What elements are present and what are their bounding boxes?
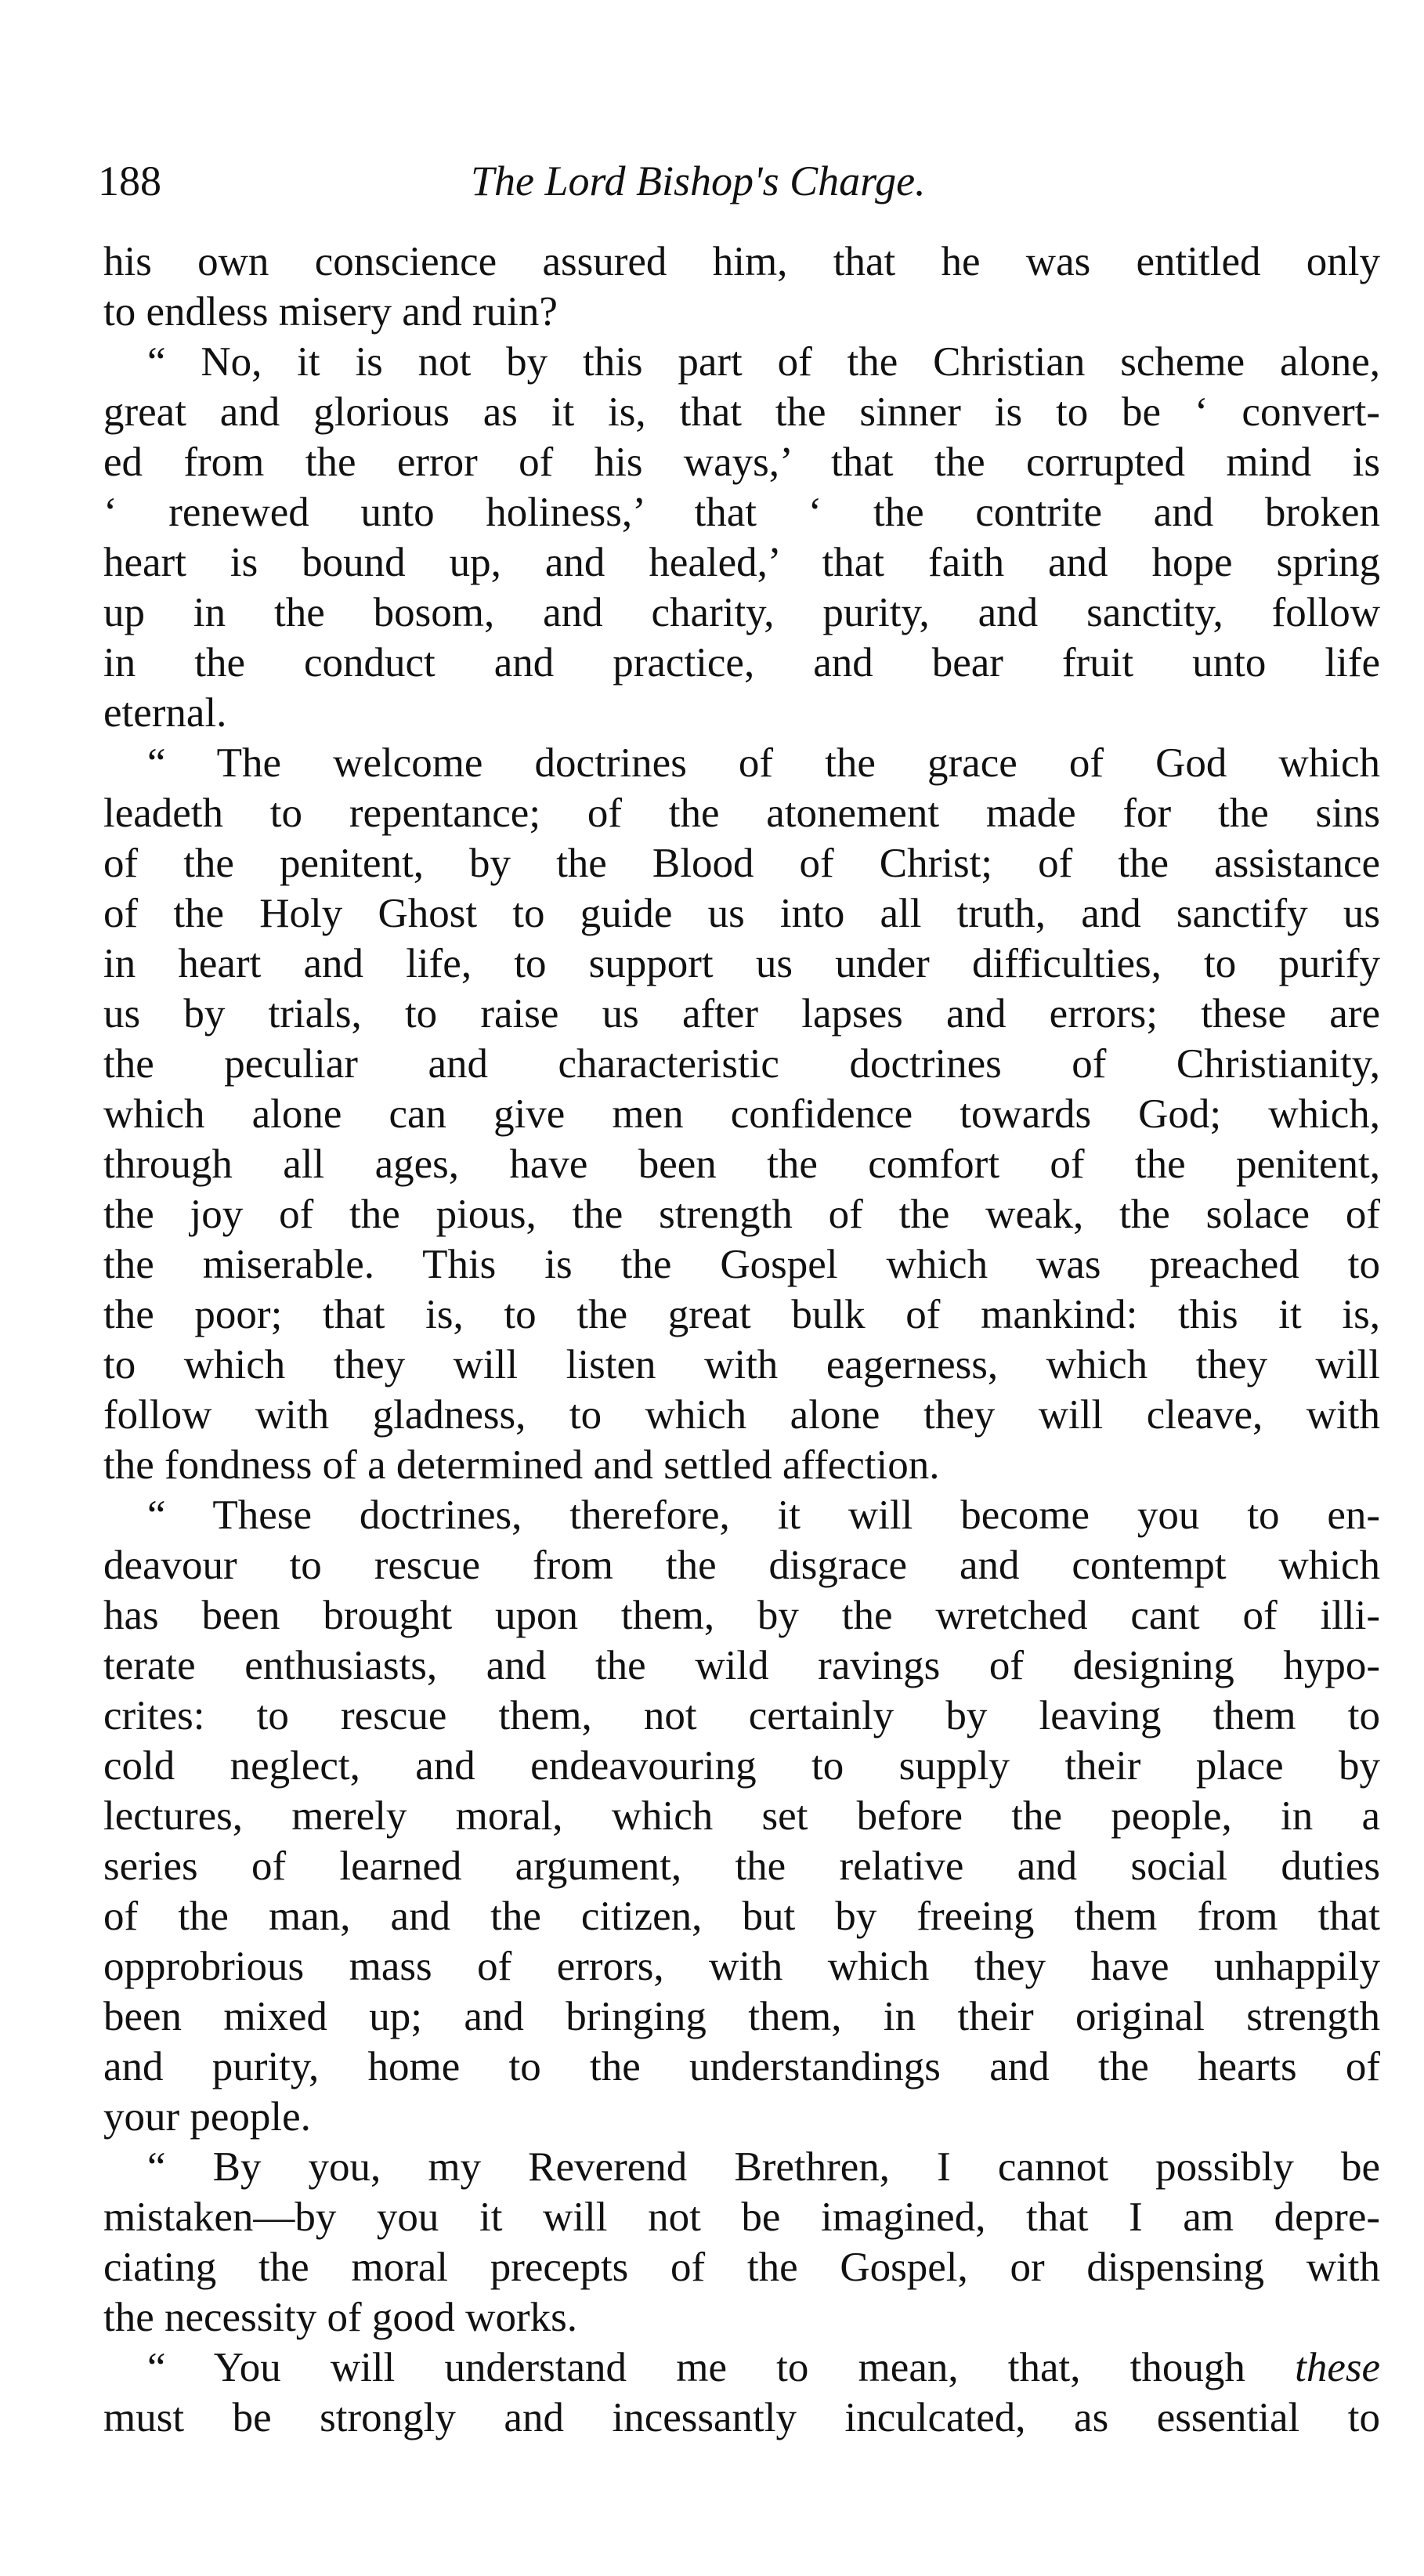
text-line: leadeth to repentance; of the atonement made for the sins	[103, 791, 1380, 836]
text-line: to endless misery and ruin?	[103, 289, 558, 335]
text-line: series of learned argument, the relative and social duties	[103, 1843, 1380, 1889]
text-line: his own conscience assured him, that he was entitled only	[103, 239, 1380, 284]
text-line: crites: to rescue them, not certainly by leaving them to	[103, 1693, 1380, 1738]
text-line: up in the bosom, and charity, purity, and sanctity, follow	[103, 590, 1380, 635]
text-line: of the man, and the citizen, but by freeing them from that	[103, 1894, 1380, 1939]
text-line: been mixed up; and bringing them, in their original strength	[103, 1994, 1380, 2039]
text-line: must be strongly and incessantly inculcated, as essential to	[103, 2395, 1380, 2440]
page-header-title: The Lord Bishop's Charge.	[471, 157, 926, 204]
text-line: “ These doctrines, therefore, it will become you to en-	[147, 1492, 1380, 1538]
text-line-part: “ You will understand me to mean, that, though	[147, 2345, 1245, 2390]
text-line: opprobrious mass of errors, with which they have unhappily	[103, 1944, 1380, 1989]
page-number: 188	[98, 157, 161, 204]
text-line: in heart and life, to support us under difficulties, to purify	[103, 941, 1380, 986]
text-line: terate enthusiasts, and the wild ravings of designing hypo-	[103, 1643, 1380, 1688]
text-line: the poor; that is, to the great bulk of mankind: this it is,	[103, 1292, 1380, 1337]
text-line: the fondness of a determined and settled affection.	[103, 1442, 940, 1488]
text-line: in the conduct and practice, and bear fruit unto life	[103, 640, 1380, 686]
body-text	[103, 237, 1380, 2443]
text-line: and purity, home to the understandings and the hearts of	[103, 2044, 1380, 2089]
text-line: mistaken—by you it will not be imagined, that I am depre-	[103, 2194, 1380, 2240]
text-line: the peculiar and characteristic doctrines of Christianity,	[103, 1041, 1380, 1087]
text-line: the miserable. This is the Gospel which was preached to	[103, 1242, 1380, 1287]
text-line: ciating the moral precepts of the Gospel, or dispensing with	[103, 2245, 1380, 2290]
text-line: the joy of the pious, the strength of the weak, the solace of	[103, 1192, 1380, 1237]
text-line: through all ages, have been the comfort of the penitent,	[103, 1141, 1380, 1187]
text-line: your people.	[103, 2094, 311, 2140]
text-line: ‘ renewed unto holiness,’ that ‘ the contrite and broken	[103, 490, 1380, 535]
text-line: “ The welcome doctrines of the grace of God which	[147, 740, 1380, 786]
text-line: “ No, it is not by this part of the Christian scheme alone,	[147, 339, 1380, 385]
text-line: cold neglect, and endeavouring to supply their place by	[103, 1743, 1380, 1789]
text-line: lectures, merely moral, which set before the people, in a	[103, 1793, 1380, 1839]
text-line: which alone can give men confidence towards God; which,	[103, 1091, 1380, 1137]
text-line: has been brought upon them, by the wretched cant of illi-	[103, 1593, 1380, 1638]
text-line: great and glorious as it is, that the sinner is to be ‘ convert-	[103, 389, 1380, 435]
text-line: the necessity of good works.	[103, 2295, 577, 2340]
text-line: eternal.	[103, 690, 227, 736]
text-line: “ By you, my Reverend Brethren, I cannot possibly be	[147, 2144, 1380, 2190]
text-line: ed from the error of his ways,’ that the corrupted mind is	[103, 440, 1380, 485]
text-line	[103, 2343, 1380, 2393]
text-line: us by trials, to raise us after lapses and errors; these are	[103, 991, 1380, 1037]
text-line: of the Holy Ghost to guide us into all truth, and sanctify us	[103, 891, 1380, 936]
text-line: follow with gladness, to which alone they will cleave, with	[103, 1392, 1380, 1438]
text-line: heart is bound up, and healed,’ that faith and hope spring	[103, 540, 1380, 585]
running-head	[98, 146, 1382, 216]
text-line: of the penitent, by the Blood of Christ; of the assistance	[103, 841, 1380, 886]
text-line: to which they will listen with eagerness, which they will	[103, 1342, 1380, 1387]
text-line: deavour to rescue from the disgrace and contempt which	[103, 1543, 1380, 1588]
italic-emphasis: these	[1295, 2345, 1380, 2390]
